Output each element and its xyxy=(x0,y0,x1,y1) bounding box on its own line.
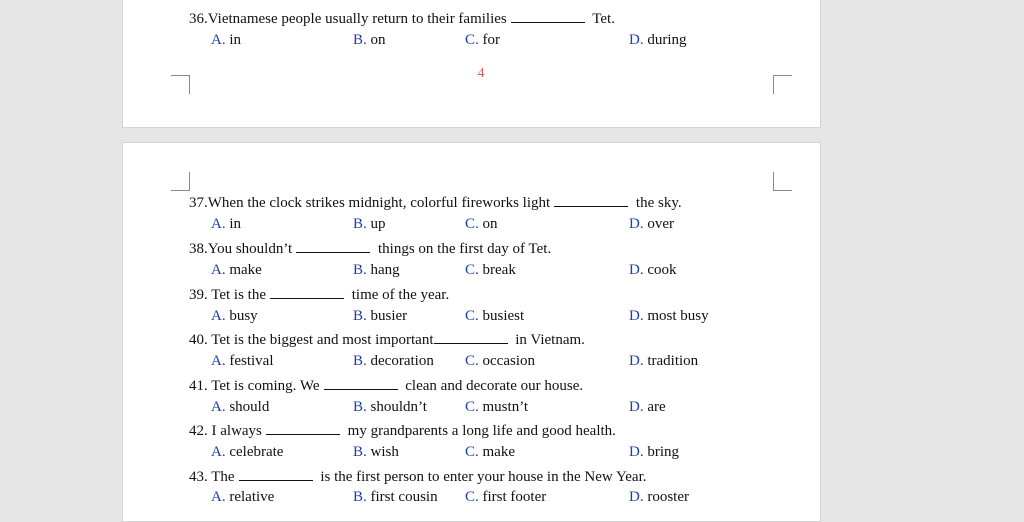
option-c: C. make xyxy=(465,444,515,460)
option-a: A. celebrate xyxy=(211,444,284,460)
options-41 xyxy=(123,399,822,419)
question-39: 39. Tet is the time of the year. xyxy=(189,287,450,303)
option-a: A. in xyxy=(211,216,242,232)
answer-blank xyxy=(270,285,344,299)
option-b: B. first cousin xyxy=(353,489,438,505)
crop-mark-bottom-right xyxy=(773,75,792,94)
crop-mark-top-left xyxy=(171,172,190,191)
option-b: B. shouldn’t xyxy=(353,399,427,415)
crop-mark-top-right xyxy=(773,172,792,191)
option-b: B. busier xyxy=(353,308,408,324)
option-b: B. wish xyxy=(353,444,399,460)
question-41: 41. Tet is coming. We clean and decorate our house. xyxy=(189,378,584,394)
option-d: D. tradition xyxy=(629,353,699,369)
answer-blank xyxy=(296,239,370,253)
option-d: D. cook xyxy=(629,262,677,278)
option-b: B. on xyxy=(353,32,386,48)
option-d: D. bring xyxy=(629,444,680,460)
question-42: 42. I always my grandparents a long life and good health. xyxy=(189,423,616,439)
option-a: A. relative xyxy=(211,489,275,505)
option-c: C. occasion xyxy=(465,353,535,369)
option-a: A. busy xyxy=(211,308,258,324)
options-36 xyxy=(123,32,822,52)
option-d: D. most busy xyxy=(629,308,709,324)
document-page-4 xyxy=(122,0,821,128)
question-36 xyxy=(189,9,615,28)
question-37: 37.When the clock strikes midnight, colorful fireworks light the sky. xyxy=(189,195,682,211)
option-c: C. busiest xyxy=(465,308,525,324)
option-c: C. break xyxy=(465,262,516,278)
page-number: 4 xyxy=(477,66,485,81)
crop-mark-bottom-left xyxy=(171,75,190,94)
option-b: B. up xyxy=(353,216,386,232)
answer-blank xyxy=(324,376,398,390)
options-39 xyxy=(123,308,822,328)
option-a: A. in xyxy=(211,32,242,48)
option-a: A. should xyxy=(211,399,270,415)
question-40: 40. Tet is the biggest and most important in Vietnam. xyxy=(189,332,585,348)
option-d: D. rooster xyxy=(629,489,689,505)
options-42 xyxy=(123,444,822,464)
option-c: C. for xyxy=(465,32,501,48)
answer-blank xyxy=(239,467,313,481)
option-a: A. festival xyxy=(211,353,274,369)
option-b: B. hang xyxy=(353,262,400,278)
question-text-before: Vietnamese people usually return to their families xyxy=(207,11,507,27)
answer-blank xyxy=(266,421,340,435)
options-37 xyxy=(123,216,822,236)
options-40 xyxy=(123,353,822,373)
document-page-5 xyxy=(122,142,821,522)
options-38 xyxy=(123,262,822,282)
question-38: 38.You shouldn’t things on the first day of Tet. xyxy=(189,241,552,257)
option-c: C. mustn’t xyxy=(465,399,529,415)
option-a: A. make xyxy=(211,262,262,278)
option-d: D. are xyxy=(629,399,666,415)
option-d: D. over xyxy=(629,216,674,232)
answer-blank xyxy=(554,193,628,207)
option-c: C. on xyxy=(465,216,498,232)
question-text-after: Tet. xyxy=(592,11,615,27)
answer-blank xyxy=(511,9,585,23)
question-number: 36. xyxy=(189,11,208,27)
option-c: C. first footer xyxy=(465,489,547,505)
options-43 xyxy=(123,489,822,509)
option-b: B. decoration xyxy=(353,353,434,369)
answer-blank xyxy=(434,330,508,344)
option-d: D. during xyxy=(629,32,687,48)
question-43: 43. The is the first person to enter your house in the New Year. xyxy=(189,469,647,485)
